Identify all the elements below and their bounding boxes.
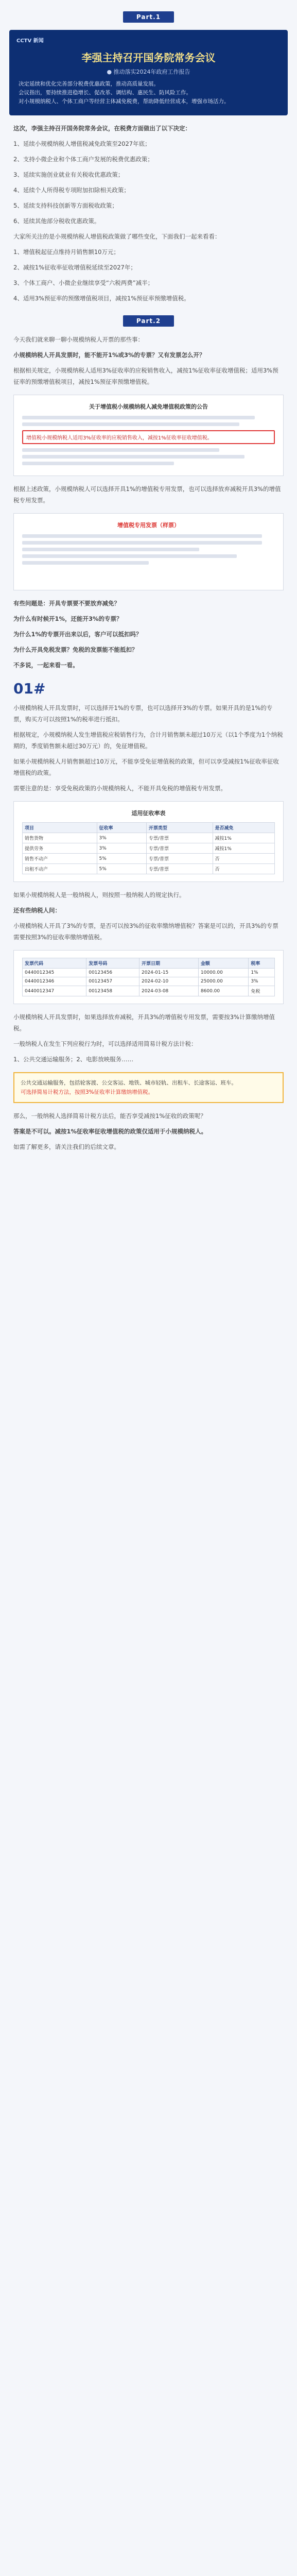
table-row: 0440012346 00123457 2024-02-10 25000.00 3%	[23, 977, 275, 986]
news-headline: 李强主持召开国务院常务会议	[81, 52, 216, 64]
intro-item: 6、延续其他部分税收优惠政策。	[13, 217, 100, 225]
table-row: 0440012347 00123458 2024-03-08 8600.00 免税	[23, 986, 275, 996]
body-section-4	[0, 1011, 297, 1065]
table-row: 提供劳务 3% 专票/普票 减按1%	[23, 843, 275, 854]
table-header: 发票代码	[23, 958, 86, 969]
intro-point: 4、适用3%预征率的预缴增值税项目，减按1%预征率预缴增值税。	[13, 295, 190, 302]
body-paragraph: 需要注意的是：享受免税政策的小规模纳税人，不能开具免税的增值税专用发票。	[13, 785, 226, 792]
intro-title: 这次，李强主持召开国务院常务会议，在税费方面做出了以下决定：	[13, 125, 191, 132]
table-header: 金额	[198, 958, 248, 969]
part1-label: Part.1	[123, 11, 174, 23]
question-line: 有些问题是：开具专票要不要放弃减免？	[13, 600, 120, 607]
part1-banner	[0, 11, 297, 23]
tv-logo: CCTV 新闻	[16, 38, 44, 44]
question-line: 不多说，一起来看一看。	[13, 662, 79, 669]
intro-item: 5、延续支持科技创新等方面税收政策；	[13, 202, 118, 209]
table-header: 是否减免	[213, 823, 275, 833]
question-line: 为什么1%的专票开出来以后，客户可以抵扣吗？	[13, 631, 142, 638]
question-line: 为什么开具免税发票？免税的发票能不能抵扣？	[13, 646, 138, 653]
invoice-title: 增值税专用发票（样票）	[117, 522, 180, 529]
table-header: 开票日期	[139, 958, 198, 969]
body-paragraph: 如需了解更多，请关注我们的后续文章。	[13, 1143, 120, 1150]
section-number: 01#	[13, 680, 46, 697]
body-paragraph: 一般纳税人在发生下列应税行为时，可以选择适用简易计税方法计税：	[13, 1040, 197, 1047]
invoice-table	[22, 958, 275, 996]
note-line: 可选择简易计税方法，按照3%征收率计算缴纳增值税。	[21, 1089, 154, 1095]
body-paragraph: 根据上述政策，小规模纳税人可以选择开具1%的增值税专用发票，也可以选择放弃减税开具3%的增值税专用发票。	[13, 485, 281, 504]
body-paragraph: 1、公共交通运输服务；2、电影放映服务……	[13, 1056, 134, 1063]
body-section-3	[0, 889, 297, 943]
news-paragraph: 会议指出，要持续推进稳增长、促改革、调结构、惠民生、防风险工作。	[19, 90, 191, 96]
part2-label: Part.2	[123, 315, 174, 327]
body-paragraph: 如果小规模纳税人是一般纳税人，则按照一般纳税人的规定执行。	[13, 891, 185, 899]
highlight-note	[13, 1072, 284, 1103]
table-header: 项目	[23, 823, 97, 833]
table-header: 征收率	[97, 823, 146, 833]
body-paragraph: 小规模纳税人开具发票时，如果选择放弃减税，开具3%的增值税专用发票，需要按3%计算缴纳增值税。	[13, 1013, 275, 1032]
invoice-image	[13, 513, 284, 590]
question-1: 小规模纳税人开具发票时，能不能开1%或3%的专票？又有发票怎么开？	[13, 351, 205, 359]
body-paragraph: 根据规定，小规模纳税人发生增值税应税销售行为，合计月销售额未超过10万元（以1个季度为1个纳税期的，季度销售额未超过30万元）的，免征增值税。	[13, 731, 283, 750]
table-row: 销售不动产 5% 专票/普票 否	[23, 854, 275, 864]
news-screenshot	[9, 30, 288, 115]
table-header: 开票类型	[146, 823, 213, 833]
part2-section	[0, 334, 297, 387]
intro-section	[0, 123, 297, 304]
body-paragraph: 还有些纳税人问：	[13, 907, 61, 914]
body-section-2	[0, 483, 297, 506]
body-paragraph: 根据相关规定，小规模纳税人适用3%征收率的应税销售收入，减按1%征收率征收增值税；适用3%预征率的预缴增值税项目，减按1%预征率预缴增值税。	[13, 367, 278, 385]
rate-table	[22, 822, 275, 874]
news-subtitle: ● 推动落实2024年政府工作报告	[107, 69, 190, 75]
rate-table-image	[13, 801, 284, 882]
table-title: 适用征收率表	[131, 810, 166, 817]
document-title: 关于增值税小规模纳税人减免增值税政策的公告	[89, 403, 208, 410]
intro-summary: 大家所关注的是小规模纳税人增值税政策做了哪些变化，下面我们一起来看看：	[13, 233, 221, 240]
part2-lead: 今天我们就来聊一聊小规模纳税人开票的那些事：	[13, 336, 144, 343]
news-paragraph: 决定延续和优化完善部分税费优惠政策，推动高质量发展。	[19, 81, 159, 87]
intro-item: 2、支持小微企业和个体工商户发展的税费优惠政策；	[13, 156, 153, 163]
policy-document-image	[13, 395, 284, 476]
intro-item: 4、延续个人所得税专项附加扣除相关政策；	[13, 187, 130, 194]
document-highlight: 增值税小规模纳税人适用3%征收率的应税销售收入，减按1%征收率征收增值税。	[22, 430, 275, 444]
table-header: 发票号码	[86, 958, 139, 969]
table-row: 0440012345 00123456 2024-01-15 10000.00 1%	[23, 969, 275, 977]
body-paragraph: 答案是不可以。减按1%征收率征收增值税的政策仅适用于小规模纳税人。	[13, 1128, 207, 1135]
body-paragraph: 小规模纳税人开具发票时，可以选择开1%的专票，也可以选择开3%的专票。如果开具的是1%的专票，购买方可以按照1%的税率进行抵扣。	[13, 704, 273, 723]
body-paragraph: 那么，一般纳税人选择简易计税方法后，能否享受减按1%征收的政策呢？	[13, 1112, 206, 1120]
table-header: 税率	[249, 958, 275, 969]
intro-item: 3、延续实施创业就业有关税收优惠政策；	[13, 171, 124, 178]
intro-point: 2、减按1%征收率征收增值税延续至2027年；	[13, 264, 136, 271]
body-section-5	[0, 1110, 297, 1153]
note-line: 公共交通运输服务，包括轮客渡、公交客运、地铁、城市轻轨、出租车、长途客运、班车。	[21, 1080, 237, 1086]
body-paragraph: 如果小规模纳税人月销售额超过10万元，不能享受免征增值税的政策，但可以享受减按1%征收率征收增值税的政策。	[13, 758, 279, 776]
news-paragraph: 对小规模纳税人、个体工商户等经营主体减免税费，帮助降低经营成本，增强市场活力。	[19, 98, 230, 105]
table-row: 销售货物 3% 专票/普票 减按1%	[23, 833, 275, 843]
body-paragraph: 小规模纳税人开具了3%的专票，是否可以按3%的征收率缴纳增值税？答案是可以的，开具3%的专票需要按照3%的征收率缴纳增值税。	[13, 922, 278, 941]
intro-item: 1、延续小规模纳税人增值税减免政策至2027年底；	[13, 140, 151, 147]
invoice-list-image	[13, 950, 284, 1004]
table-row: 出租不动产 5% 专票/普票 否	[23, 864, 275, 874]
intro-point: 1、增值税起征点维持月销售额10万元；	[13, 248, 119, 256]
question-line: 为什么有时候开1%，还能开3%的专票？	[13, 615, 123, 622]
question-list	[0, 598, 297, 794]
part2-banner	[0, 315, 297, 327]
intro-point: 3、个体工商户、小微企业继续享受“六税两费”减半；	[13, 279, 154, 286]
